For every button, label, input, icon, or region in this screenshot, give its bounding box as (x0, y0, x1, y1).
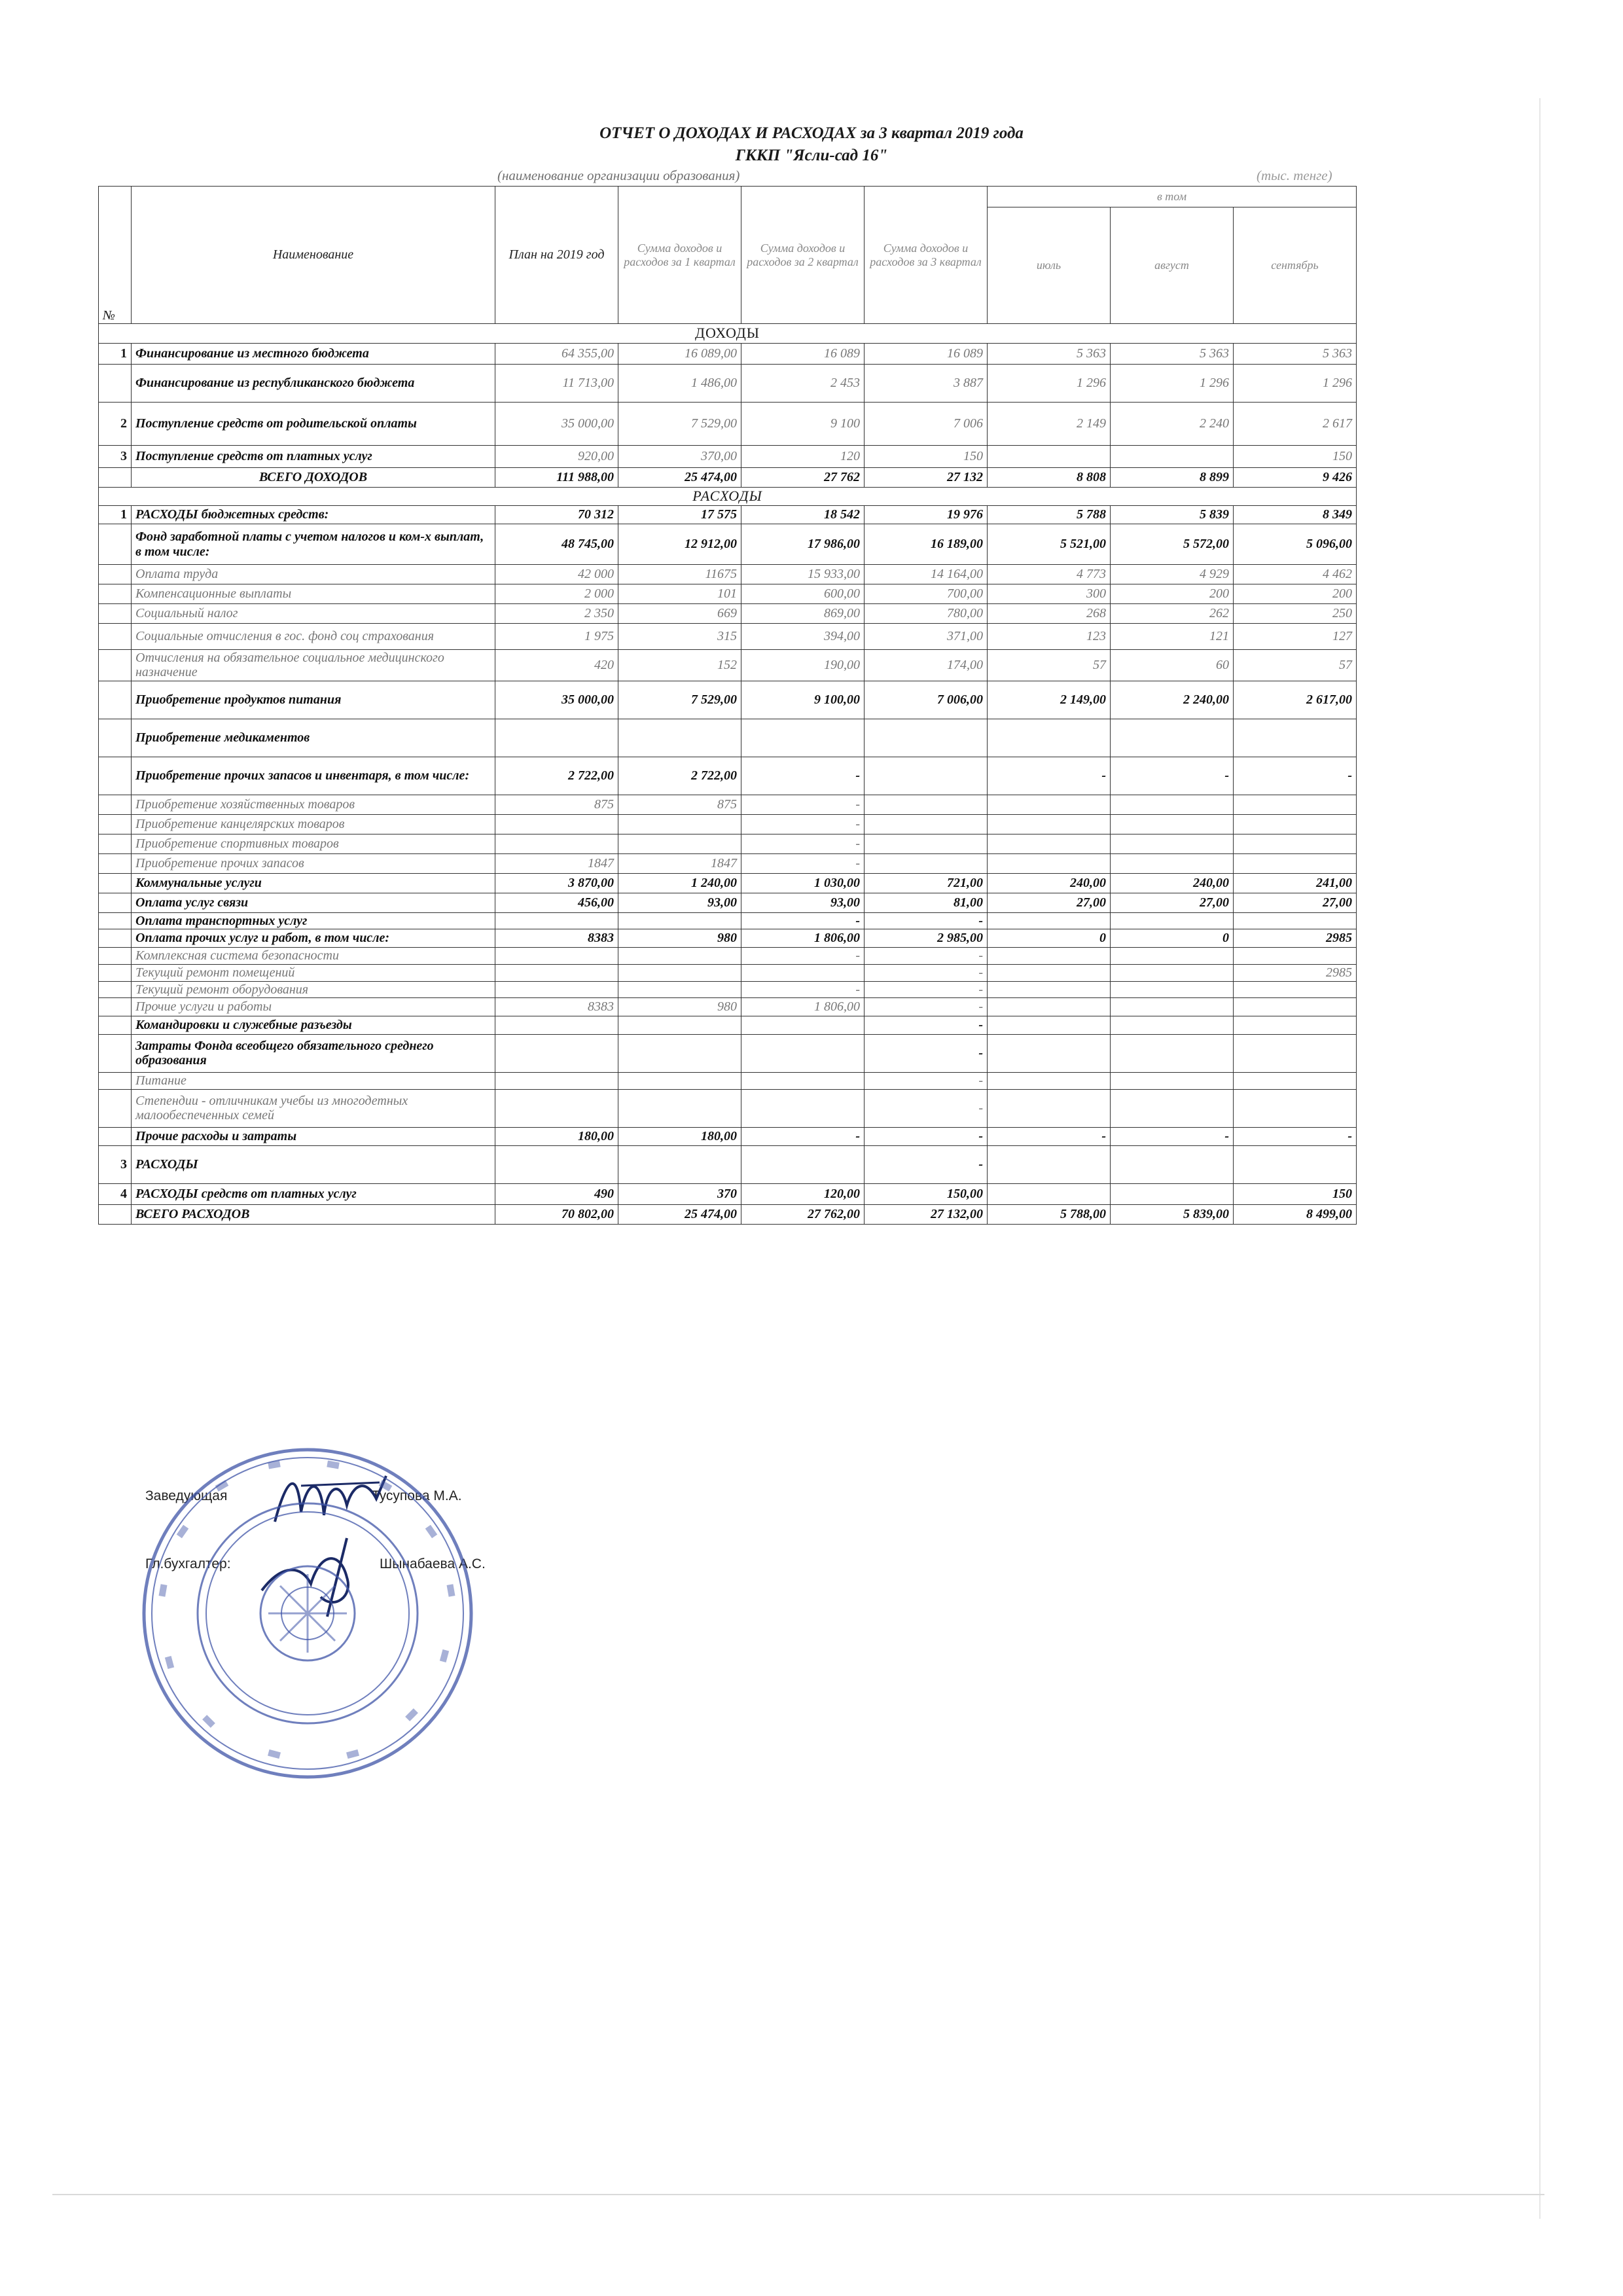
table-row: Текущий ремонт оборудования - - (99, 981, 1357, 997)
units-caption: (тыс. тенге) (1257, 168, 1332, 183)
table-row: Командировки и служебные разъезды - (99, 1016, 1357, 1034)
head-name: Тусупова М.А. (372, 1488, 462, 1503)
table-row: Приобретение продуктов питания 35 000,00 7 529,00 9 100,00 7 006,00 2 149,00 2 240,00 2 617,00 (99, 681, 1357, 719)
col-header-july: июль (988, 207, 1111, 324)
table-row: Приобретение прочих запасов 1847 1847 - (99, 853, 1357, 873)
table-row: Фонд заработной платы с учетом налогов и ком-х выплат, в том числе: 48 745,00 12 912,00 17 986,00 16 189,00 5 521,00 5 572,00 5 096,00 (99, 524, 1357, 565)
table-row: Питание - (99, 1072, 1357, 1089)
income-expense-table (98, 186, 1357, 1225)
table-row: 3 РАСХОДЫ - (99, 1145, 1357, 1183)
section-expenses-title: РАСХОДЫ (99, 488, 1357, 506)
table-row: Оплата транспортных услуг - - (99, 912, 1357, 929)
col-header-august: август (1111, 207, 1234, 324)
organization-stamp (137, 1443, 478, 1784)
table-row: Приобретение медикаментов (99, 719, 1357, 757)
table-row: Прочие услуги и работы 8383 980 1 806,00 - (99, 997, 1357, 1016)
table-row: Комплексная система безопасности - - (99, 948, 1357, 964)
income-total-row: ВСЕГО ДОХОДОВ 111 988,00 25 474,00 27 762 27 132 8 808 8 899 9 426 (99, 468, 1357, 488)
expense-total-row: ВСЕГО РАСХОДОВ 70 802,00 25 474,00 27 762,00 27 132,00 5 788,00 5 839,00 8 499,00 (99, 1204, 1357, 1224)
accountant-name: Шынабаева А.С. (380, 1556, 486, 1571)
table-row: Прочие расходы и затраты 180,00 180,00 - - - - - (99, 1127, 1357, 1145)
table-row: 1 РАСХОДЫ бюджетных средств: 70 312 17 575 18 542 19 976 5 788 5 839 8 349 (99, 506, 1357, 524)
table-row: Приобретение прочих запасов и инвентаря, в том числе: 2 722,00 2 722,00 - - - - (99, 757, 1357, 795)
col-header-plan: План на 2019 год (495, 187, 618, 324)
report-title: ОТЧЕТ О ДОХОДАХ И РАСХОДАХ за 3 квартал 2019 года (599, 124, 1024, 142)
scan-edge-right (1539, 98, 1541, 2219)
scan-edge-bottom (52, 2194, 1544, 2195)
table-row: Социальные отчисления в гос. фонд соц страхования 1 975 315 394,00 371,00 123 121 127 (99, 624, 1357, 650)
table-row: Финансирование из республиканского бюджета 11 713,00 1 486,00 2 453 3 887 1 296 1 296 1 296 (99, 365, 1357, 403)
col-header-no: № (99, 187, 132, 324)
organization-caption: (наименование организации образования) (497, 168, 740, 183)
table-row: Социальный налог 2 350 669 869,00 780,00 268 262 250 (99, 604, 1357, 624)
col-header-september: сентябрь (1234, 207, 1357, 324)
table-row: Отчисления на обязательное социальное медицинского назначение 420 152 190,00 174,00 57 60 57 (99, 650, 1357, 681)
col-header-q1: Сумма доходов и расходов за 1 квартал (618, 187, 741, 324)
col-header-q2: Сумма доходов и расходов за 2 квартал (741, 187, 865, 324)
table-row: Приобретение хозяйственных товаров 875 875 - (99, 795, 1357, 814)
col-header-including: в том (988, 187, 1357, 207)
table-row: Оплата труда 42 000 11675 15 933,00 14 164,00 4 773 4 929 4 462 (99, 565, 1357, 584)
organization-name: ГККП "Ясли-сад 16" (735, 147, 888, 164)
table-row: Оплата услуг связи 456,00 93,00 93,00 81,00 27,00 27,00 27,00 (99, 893, 1357, 912)
table-row: 3 Поступление средств от платных услуг 920,00 370,00 120 150 150 (99, 446, 1357, 468)
table-row: Компенсационные выплаты 2 000 101 600,00 700,00 300 200 200 (99, 584, 1357, 604)
table-row: Приобретение спортивных товаров - (99, 834, 1357, 853)
accountant-label: Гл.бухгалтер: (145, 1556, 231, 1571)
table-row: Затраты Фонда всеобщего обязательного среднего образования - (99, 1034, 1357, 1072)
table-row: Коммунальные услуги 3 870,00 1 240,00 1 030,00 721,00 240,00 240,00 241,00 (99, 873, 1357, 893)
head-label: Заведующая (145, 1488, 228, 1503)
table-row: Степендии - отличникам учебы из многодетных малообеспеченных семей - (99, 1089, 1357, 1127)
col-header-name: Наименование (132, 187, 495, 324)
table-row: 4 РАСХОДЫ средств от платных услуг 490 370 120,00 150,00 150 (99, 1183, 1357, 1204)
table-row: Текущий ремонт помещений - 2985 (99, 964, 1357, 981)
table-row: Оплата прочих услуг и работ, в том числе: 8383 980 1 806,00 2 985,00 0 0 2985 (99, 929, 1357, 948)
table-row: Приобретение канцелярских товаров - (99, 814, 1357, 834)
table-row: 1 Финансирование из местного бюджета 64 355,00 16 089,00 16 089 16 089 5 363 5 363 5 363 (99, 344, 1357, 365)
col-header-q3: Сумма доходов и расходов за 3 квартал (865, 187, 988, 324)
table-row: 2 Поступление средств от родительской оплаты 35 000,00 7 529,00 9 100 7 006 2 149 2 240 2 617 (99, 403, 1357, 446)
section-income-title: ДОХОДЫ (99, 324, 1357, 344)
